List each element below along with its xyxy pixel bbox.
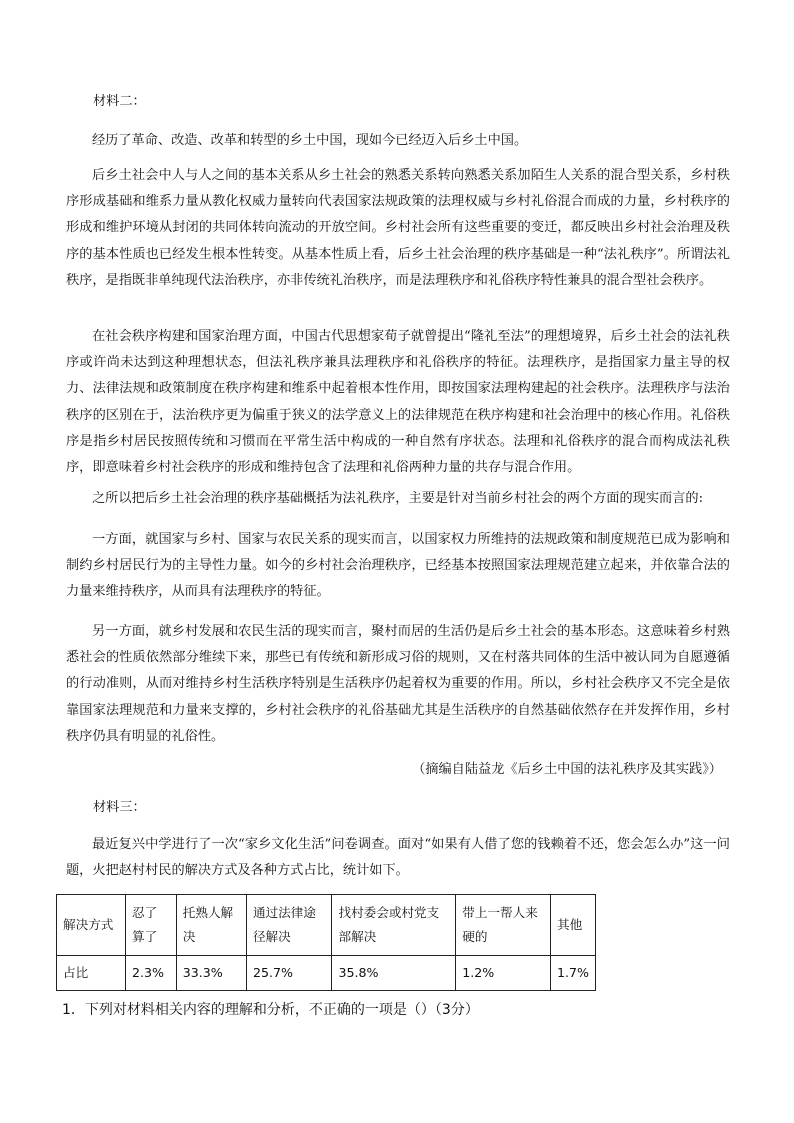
material2-paragraph-2: 后乡土社会中人与人之间的基本关系从乡土社会的熟悉关系转向熟悉关系加陌生人关系的混合型关系，乡村秩序形成基础和维系力量从教化权威力量转向代表国家法规政策的法理权威与乡村礼俗混合而成的力量，乡村秩序的形成和维护环境从封闭的共同体转向流动的开放空间。乡村社会所有这些重要的变迁，都反映出乡村社会治理及秩序的基本性质也已经发生根本性转变。从基本性质上看，后乡土社会治理的秩序基础是一种“法礼秩序”。所谓法礼秩序，是指既非单纯现代法治秩序，亦非传统礼治秩序，而是法理秩序和礼俗秩序特性兼具的混合型社会秩序。: [66, 168, 730, 288]
table-row: [57, 956, 596, 991]
table-cell: 1.7%: [551, 956, 596, 991]
material2-label: 材料二：: [93, 94, 146, 109]
material2-paragraph-1: 经历了革命、改造、改革和转型的乡土中国，现如今已经迈入后乡土中国。: [92, 133, 528, 148]
survey-table: [56, 894, 596, 991]
table-header-cell: 托熟人解决: [176, 895, 246, 956]
table-header-row: [57, 895, 596, 956]
material2-paragraph-4: 之所以把后乡土社会治理的秩序基础概括为法礼秩序，主要是针对当前乡村社会的两个方面的现实而言的:: [92, 491, 704, 506]
material2-paragraph-3: 在社会秩序构建和国家治理方面，中国古代思想家荀子就曾提出“隆礼至法”的理想境界，后乡土社会的法礼秩序或许尚未达到这种理想状态，但法礼秩序兼具法理秩序和礼俗秩序的特征。法理秩序，是指国家力量主导的权力、法律法规和政策制度在秩序构建和维系中起着根本性作用，即按国家法理构建起的社会秩序。法理秩序与法治秩序的区别在于，法治秩序更为偏重于狭义的法学意义上的法律规范在秩序构建和社会治理中的核心作用。礼俗秩序是指乡村居民按照传统和习惯而在平常生活中构成的一种自然有序状态。法理和礼俗秩序的混合而构成法礼秩序，即意味着乡村社会秩序的形成和维持包含了法理和礼俗两种力量的共存与混合作用。: [66, 329, 730, 476]
table-cell: 33.3%: [176, 956, 246, 991]
table-cell: 2.3%: [126, 956, 177, 991]
table-header-cell: 通过法律途径解决: [246, 895, 332, 956]
table-cell: 占比: [57, 956, 126, 991]
table-cell: 1.2%: [456, 956, 551, 991]
table-header-cell: 其他: [551, 895, 596, 956]
material2-paragraph-5: 一方面，就国家与乡村、国家与农民关系的现实而言，以国家权力所维持的法规政策和制度规范已成为影响和制约乡村居民行为的主导性力量。如今的乡村社会治理秩序，已经基本按照国家法理规范建立起来，并依靠合法的力量来维持秩序，从而具有法理秩序的特征。: [66, 532, 730, 600]
table-header-cell: 找村委会或村党支部解决: [332, 895, 456, 956]
table-cell: 35.8%: [332, 956, 456, 991]
table-cell: 25.7%: [246, 956, 332, 991]
table-header-cell: 忍了算了: [126, 895, 177, 956]
material2-source: （摘编自陆益龙《后乡土中国的法礼秩序及其实践》）: [412, 762, 722, 777]
material2-paragraph-6: 另一方面，就乡村发展和农民生活的现实而言，聚村而居的生活仍是后乡土社会的基本形态。这意味着乡村熟悉社会的性质依然部分维续下来，那些已有传统和新形成习俗的规则，又在村落共同体的生活中被认同为自愿遵循的行动准则，从而对维持乡村生活秩序特别是生活秩序仍起着权为重要的作用。所以，乡村社会秩序又不完全是依靠国家法理规范和力量来支撑的，乡村社会秩序的礼俗基础尤其是生活秩序的自然基础依然存在并发挥作用，乡村秩序仍具有明显的礼俗性。: [66, 624, 730, 744]
table-header-cell: 解决方式: [57, 895, 126, 956]
table-header-cell: 带上一帮人来硬的: [456, 895, 551, 956]
material3-label: 材料三：: [93, 800, 146, 815]
question-1: 1．下列对材料相关内容的理解和分析，不正确的一项是（）（3分）: [62, 1002, 479, 1018]
material3-intro: 最近复兴中学进行了一次“家乡文化生活”问卷调查。面对“如果有人借了您的钱赖着不还，您会怎么办”这一问题，火把赵村村民的解决方式及各种方式占比，统计如下。: [66, 837, 730, 879]
